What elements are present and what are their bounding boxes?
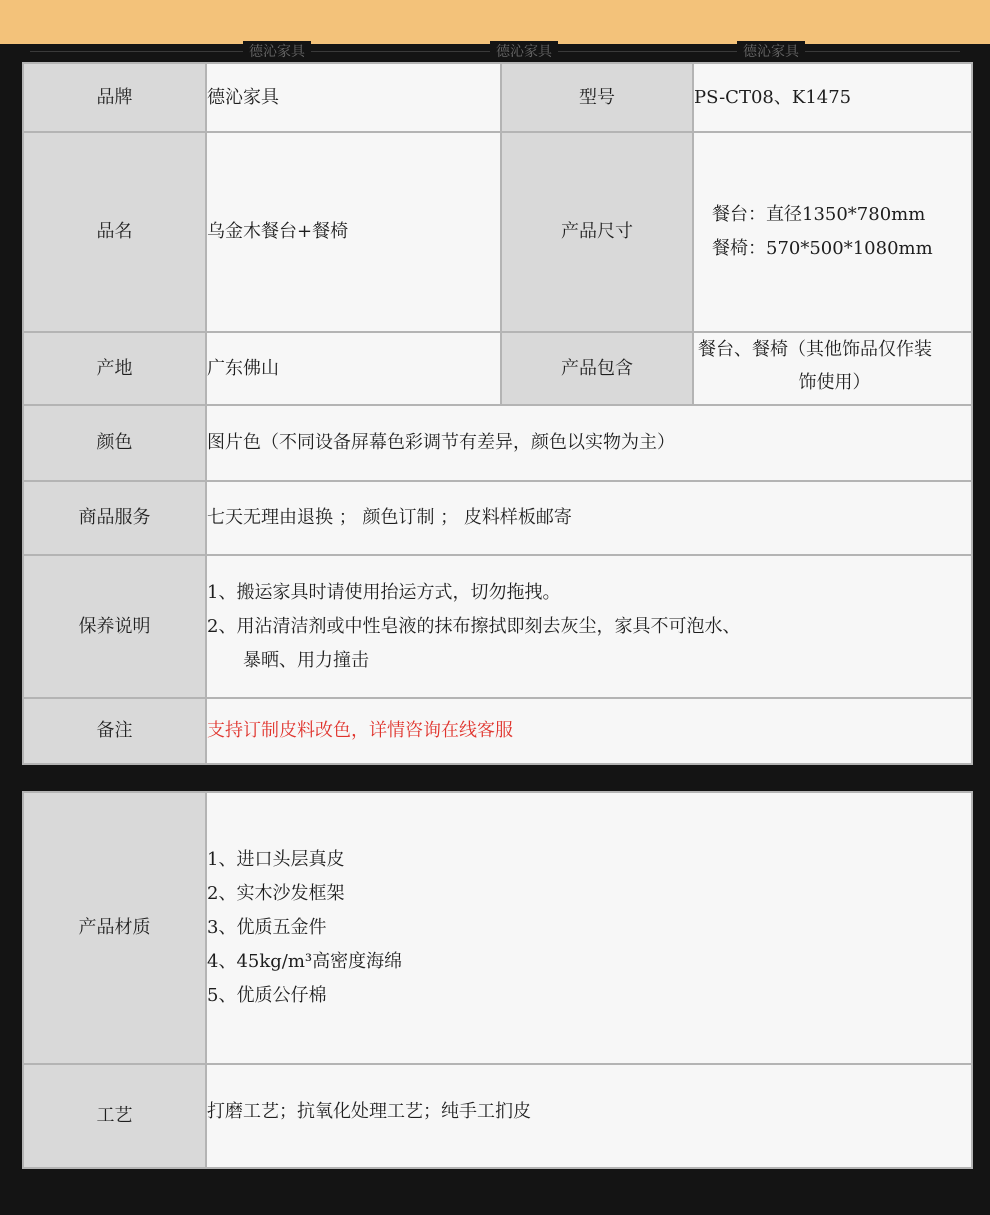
row-craft [23, 1064, 972, 1168]
top-banner [0, 0, 990, 44]
care-value [206, 555, 972, 698]
craft-label: 工艺 [23, 1064, 206, 1168]
material-item-4: 4、45kg/m³高密度海绵 [207, 951, 403, 972]
material-label: 产品材质 [23, 792, 206, 1064]
note-value: 支持订制皮料改色，详情咨询在线客服 [206, 698, 972, 764]
package-label: 产品包含 [501, 332, 693, 405]
package-line-1: 餐台、餐椅（其他饰品仅作装 [698, 339, 932, 360]
brand-label: 品牌 [23, 63, 206, 132]
package-line-2: 饰使用） [798, 372, 871, 393]
care-line-1: 1、搬运家具时请使用抬运方式，切勿拖拽。 [207, 581, 561, 603]
package-value [693, 332, 972, 405]
care-label: 保养说明 [23, 555, 206, 698]
size-table: 餐台：直径1350*780mm [712, 204, 926, 225]
spec-table [22, 62, 973, 765]
care-line-2: 2、用沾清洁剂或中性皂液的抹布擦拭即刻去灰尘，家具不可泡水、 [207, 615, 741, 637]
material-item-1: 1、进口头层真皮 [207, 849, 345, 870]
size-label: 产品尺寸 [501, 132, 693, 332]
origin-value: 广东佛山 [206, 332, 501, 405]
row-brand [23, 63, 972, 132]
row-material [23, 792, 972, 1064]
service-value: 七天无理由退换 ； 颜色订制 ； 皮料样板邮寄 [206, 481, 972, 555]
craft-value: 打磨工艺；抗氧化处理工艺；纯手工扪皮 [206, 1064, 972, 1168]
name-label: 品名 [23, 132, 206, 332]
material-item-2: 2、实木沙发框架 [207, 883, 345, 904]
service-label: 商品服务 [23, 481, 206, 555]
size-chair: 餐椅：570*500*1080mm [712, 238, 933, 259]
name-value: 乌金木餐台+餐椅 [206, 132, 501, 332]
note-label: 备注 [23, 698, 206, 764]
watermark-1: 德沁家具 [243, 41, 311, 61]
material-table [22, 791, 973, 1169]
row-note [23, 698, 972, 764]
model-label: 型号 [501, 63, 693, 132]
color-label: 颜色 [23, 405, 206, 481]
row-color [23, 405, 972, 481]
material-list [206, 792, 972, 1064]
brand-value: 德沁家具 [206, 63, 501, 132]
material-item-5: 5、优质公仔棉 [207, 985, 327, 1006]
material-item-3: 3、优质五金件 [207, 917, 327, 938]
row-origin [23, 332, 972, 405]
row-service [23, 481, 972, 555]
watermark-2: 德沁家具 [490, 41, 558, 61]
origin-label: 产地 [23, 332, 206, 405]
model-value: PS-CT08、K1475 [693, 63, 972, 132]
color-value: 图片色（不同设备屏幕色彩调节有差异，颜色以实物为主） [206, 405, 972, 481]
row-care [23, 555, 972, 698]
size-value [693, 132, 972, 332]
care-line-3: 暴晒、用力撞击 [243, 649, 369, 671]
watermark-3: 德沁家具 [737, 41, 805, 61]
row-name [23, 132, 972, 332]
